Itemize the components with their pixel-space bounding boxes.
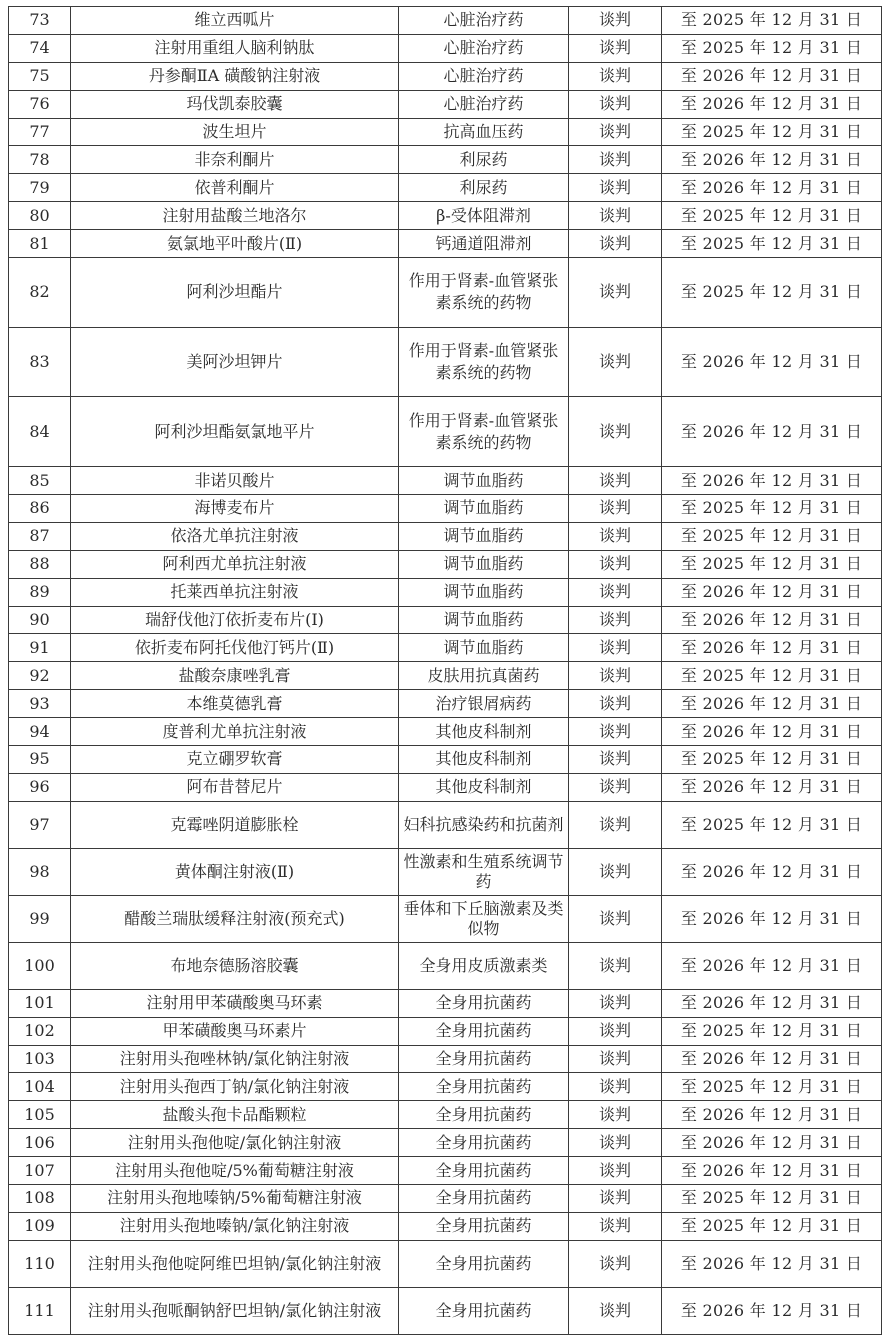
listing-type: 谈判 xyxy=(569,1129,662,1157)
table-row xyxy=(9,1240,882,1287)
table-row xyxy=(9,1101,882,1129)
table-row xyxy=(9,848,882,895)
listing-type: 谈判 xyxy=(569,1157,662,1185)
validity-period: 至 2026 年 12 月 31 日 xyxy=(662,606,882,634)
table-row xyxy=(9,494,882,522)
table-row xyxy=(9,146,882,174)
listing-type: 谈判 xyxy=(569,1287,662,1334)
validity-period: 至 2026 年 12 月 31 日 xyxy=(662,773,882,801)
row-number: 98 xyxy=(9,848,71,895)
row-number: 103 xyxy=(9,1045,71,1073)
row-number: 84 xyxy=(9,397,71,467)
drug-category: 利尿药 xyxy=(399,146,569,174)
drug-name: 海博麦布片 xyxy=(71,494,399,522)
drug-name: 托莱西单抗注射液 xyxy=(71,578,399,606)
row-number: 82 xyxy=(9,258,71,328)
listing-type: 谈判 xyxy=(569,258,662,328)
validity-period: 至 2025 年 12 月 31 日 xyxy=(662,1185,882,1213)
listing-type: 谈判 xyxy=(569,202,662,230)
table-row xyxy=(9,718,882,746)
drug-category: 全身用抗菌药 xyxy=(399,989,569,1017)
row-number: 81 xyxy=(9,230,71,258)
row-number: 85 xyxy=(9,467,71,495)
listing-type: 谈判 xyxy=(569,634,662,662)
drug-name: 黄体酮注射液(Ⅱ) xyxy=(71,848,399,895)
drug-name: 盐酸奈康唑乳膏 xyxy=(71,662,399,690)
row-number: 105 xyxy=(9,1101,71,1129)
drug-category: 调节血脂药 xyxy=(399,522,569,550)
drug-category: 全身用抗菌药 xyxy=(399,1017,569,1045)
table-row xyxy=(9,1212,882,1240)
listing-type: 谈判 xyxy=(569,606,662,634)
validity-period: 至 2026 年 12 月 31 日 xyxy=(662,1045,882,1073)
table-row xyxy=(9,118,882,146)
drug-category: 全身用抗菌药 xyxy=(399,1157,569,1185)
drug-category: 调节血脂药 xyxy=(399,494,569,522)
table-row xyxy=(9,989,882,1017)
drug-name: 注射用头孢哌酮钠舒巴坦钠/氯化钠注射液 xyxy=(71,1287,399,1334)
drug-category: 心脏治疗药 xyxy=(399,7,569,35)
table-row xyxy=(9,174,882,202)
listing-type: 谈判 xyxy=(569,578,662,606)
drug-category: 调节血脂药 xyxy=(399,578,569,606)
listing-type: 谈判 xyxy=(569,174,662,202)
validity-period: 至 2025 年 12 月 31 日 xyxy=(662,522,882,550)
validity-period: 至 2025 年 12 月 31 日 xyxy=(662,1017,882,1045)
table-row xyxy=(9,1045,882,1073)
drug-category: 全身用抗菌药 xyxy=(399,1185,569,1213)
validity-period: 至 2026 年 12 月 31 日 xyxy=(662,146,882,174)
listing-type: 谈判 xyxy=(569,1240,662,1287)
drug-name: 玛伐凯泰胶囊 xyxy=(71,90,399,118)
row-number: 87 xyxy=(9,522,71,550)
row-number: 74 xyxy=(9,34,71,62)
drug-name: 维立西呱片 xyxy=(71,7,399,35)
table-row xyxy=(9,1073,882,1101)
validity-period: 至 2025 年 12 月 31 日 xyxy=(662,1073,882,1101)
listing-type: 谈判 xyxy=(569,550,662,578)
table-row xyxy=(9,578,882,606)
table-row xyxy=(9,1185,882,1213)
drug-name: 阿利西尤单抗注射液 xyxy=(71,550,399,578)
drug-category: 皮肤用抗真菌药 xyxy=(399,662,569,690)
drug-name: 非奈利酮片 xyxy=(71,146,399,174)
drug-category: 全身用抗菌药 xyxy=(399,1045,569,1073)
validity-period: 至 2026 年 12 月 31 日 xyxy=(662,1240,882,1287)
row-number: 109 xyxy=(9,1212,71,1240)
validity-period: 至 2025 年 12 月 31 日 xyxy=(662,34,882,62)
listing-type: 谈判 xyxy=(569,718,662,746)
drug-name: 注射用头孢地嗪钠/氯化钠注射液 xyxy=(71,1212,399,1240)
table-row xyxy=(9,327,882,397)
row-number: 96 xyxy=(9,773,71,801)
row-number: 101 xyxy=(9,989,71,1017)
validity-period: 至 2026 年 12 月 31 日 xyxy=(662,1129,882,1157)
drug-name: 注射用头孢他啶/5%葡萄糖注射液 xyxy=(71,1157,399,1185)
drug-name: 注射用头孢他啶/氯化钠注射液 xyxy=(71,1129,399,1157)
validity-period: 至 2026 年 12 月 31 日 xyxy=(662,578,882,606)
validity-period: 至 2025 年 12 月 31 日 xyxy=(662,745,882,773)
listing-type: 谈判 xyxy=(569,397,662,467)
table-row xyxy=(9,773,882,801)
drug-name: 注射用甲苯磺酸奥马环素 xyxy=(71,989,399,1017)
row-number: 80 xyxy=(9,202,71,230)
row-number: 102 xyxy=(9,1017,71,1045)
table-row xyxy=(9,467,882,495)
drug-name: 瑞舒伐他汀依折麦布片(Ⅰ) xyxy=(71,606,399,634)
listing-type: 谈判 xyxy=(569,7,662,35)
validity-period: 至 2026 年 12 月 31 日 xyxy=(662,174,882,202)
listing-type: 谈判 xyxy=(569,230,662,258)
row-number: 73 xyxy=(9,7,71,35)
row-number: 108 xyxy=(9,1185,71,1213)
listing-type: 谈判 xyxy=(569,848,662,895)
table-row xyxy=(9,662,882,690)
validity-period: 至 2025 年 12 月 31 日 xyxy=(662,801,882,848)
validity-period: 至 2025 年 12 月 31 日 xyxy=(662,230,882,258)
validity-period: 至 2026 年 12 月 31 日 xyxy=(662,62,882,90)
row-number: 76 xyxy=(9,90,71,118)
listing-type: 谈判 xyxy=(569,942,662,989)
row-number: 83 xyxy=(9,327,71,397)
row-number: 75 xyxy=(9,62,71,90)
validity-period: 至 2026 年 12 月 31 日 xyxy=(662,1157,882,1185)
drug-name: 注射用头孢他啶阿维巴坦钠/氯化钠注射液 xyxy=(71,1240,399,1287)
drug-name: 氨氯地平叶酸片(Ⅱ) xyxy=(71,230,399,258)
listing-type: 谈判 xyxy=(569,1212,662,1240)
listing-type: 谈判 xyxy=(569,662,662,690)
drug-category: 全身用抗菌药 xyxy=(399,1212,569,1240)
listing-type: 谈判 xyxy=(569,146,662,174)
drug-name: 注射用头孢唑林钠/氯化钠注射液 xyxy=(71,1045,399,1073)
listing-type: 谈判 xyxy=(569,1073,662,1101)
table-row xyxy=(9,90,882,118)
validity-period: 至 2025 年 12 月 31 日 xyxy=(662,662,882,690)
drug-name: 本维莫德乳膏 xyxy=(71,690,399,718)
row-number: 94 xyxy=(9,718,71,746)
table-row xyxy=(9,606,882,634)
listing-type: 谈判 xyxy=(569,1045,662,1073)
row-number: 111 xyxy=(9,1287,71,1334)
listing-type: 谈判 xyxy=(569,1185,662,1213)
drug-category: 调节血脂药 xyxy=(399,634,569,662)
listing-type: 谈判 xyxy=(569,745,662,773)
validity-period: 至 2026 年 12 月 31 日 xyxy=(662,327,882,397)
drug-name: 布地奈德肠溶胶囊 xyxy=(71,942,399,989)
table-row xyxy=(9,550,882,578)
validity-period: 至 2025 年 12 月 31 日 xyxy=(662,494,882,522)
drug-category: 作用于肾素-血管紧张素系统的药物 xyxy=(399,397,569,467)
drug-category: 心脏治疗药 xyxy=(399,34,569,62)
validity-period: 至 2026 年 12 月 31 日 xyxy=(662,1287,882,1334)
table-body xyxy=(9,7,882,1335)
row-number: 91 xyxy=(9,634,71,662)
drug-name: 注射用头孢西丁钠/氯化钠注射液 xyxy=(71,1073,399,1101)
validity-period: 至 2026 年 12 月 31 日 xyxy=(662,90,882,118)
drug-name: 阿利沙坦酯片 xyxy=(71,258,399,328)
drug-category: 妇科抗感染药和抗菌剂 xyxy=(399,801,569,848)
table-row xyxy=(9,62,882,90)
table-row xyxy=(9,258,882,328)
row-number: 89 xyxy=(9,578,71,606)
listing-type: 谈判 xyxy=(569,118,662,146)
listing-type: 谈判 xyxy=(569,1017,662,1045)
validity-period: 至 2026 年 12 月 31 日 xyxy=(662,467,882,495)
table-row xyxy=(9,1129,882,1157)
drug-category: 垂体和下丘脑激素及类似物 xyxy=(399,895,569,942)
drug-name: 盐酸头孢卡品酯颗粒 xyxy=(71,1101,399,1129)
row-number: 106 xyxy=(9,1129,71,1157)
drug-category: 调节血脂药 xyxy=(399,467,569,495)
table-row xyxy=(9,397,882,467)
listing-type: 谈判 xyxy=(569,522,662,550)
drug-name: 克立硼罗软膏 xyxy=(71,745,399,773)
drug-name: 克霉唑阴道膨胀栓 xyxy=(71,801,399,848)
listing-type: 谈判 xyxy=(569,895,662,942)
validity-period: 至 2026 年 12 月 31 日 xyxy=(662,1101,882,1129)
drug-name: 依折麦布阿托伐他汀钙片(Ⅱ) xyxy=(71,634,399,662)
validity-period: 至 2025 年 12 月 31 日 xyxy=(662,202,882,230)
listing-type: 谈判 xyxy=(569,62,662,90)
listing-type: 谈判 xyxy=(569,494,662,522)
drug-category: 全身用抗菌药 xyxy=(399,1129,569,1157)
row-number: 110 xyxy=(9,1240,71,1287)
table-row xyxy=(9,230,882,258)
validity-period: 至 2026 年 12 月 31 日 xyxy=(662,895,882,942)
validity-period: 至 2025 年 12 月 31 日 xyxy=(662,550,882,578)
validity-period: 至 2025 年 12 月 31 日 xyxy=(662,7,882,35)
validity-period: 至 2026 年 12 月 31 日 xyxy=(662,718,882,746)
drug-name: 阿利沙坦酯氨氯地平片 xyxy=(71,397,399,467)
drug-name: 甲苯磺酸奥马环素片 xyxy=(71,1017,399,1045)
table-row xyxy=(9,634,882,662)
validity-period: 至 2026 年 12 月 31 日 xyxy=(662,690,882,718)
validity-period: 至 2025 年 12 月 31 日 xyxy=(662,1212,882,1240)
row-number: 88 xyxy=(9,550,71,578)
drug-category: 抗高血压药 xyxy=(399,118,569,146)
row-number: 100 xyxy=(9,942,71,989)
drug-list-table xyxy=(8,6,882,1335)
drug-name: 依洛尤单抗注射液 xyxy=(71,522,399,550)
drug-category: 全身用皮质激素类 xyxy=(399,942,569,989)
drug-name: 阿布昔替尼片 xyxy=(71,773,399,801)
table-row xyxy=(9,34,882,62)
row-number: 97 xyxy=(9,801,71,848)
row-number: 95 xyxy=(9,745,71,773)
drug-category: 利尿药 xyxy=(399,174,569,202)
drug-category: 其他皮科制剂 xyxy=(399,745,569,773)
drug-category: 心脏治疗药 xyxy=(399,62,569,90)
validity-period: 至 2026 年 12 月 31 日 xyxy=(662,634,882,662)
validity-period: 至 2025 年 12 月 31 日 xyxy=(662,118,882,146)
drug-category: 钙通道阻滞剂 xyxy=(399,230,569,258)
listing-type: 谈判 xyxy=(569,773,662,801)
drug-category: 性激素和生殖系统调节药 xyxy=(399,848,569,895)
table-row xyxy=(9,1157,882,1185)
row-number: 107 xyxy=(9,1157,71,1185)
listing-type: 谈判 xyxy=(569,690,662,718)
drug-name: 非诺贝酸片 xyxy=(71,467,399,495)
table-row xyxy=(9,801,882,848)
drug-category: 作用于肾素-血管紧张素系统的药物 xyxy=(399,258,569,328)
table-row xyxy=(9,942,882,989)
listing-type: 谈判 xyxy=(569,801,662,848)
drug-category: 治疗银屑病药 xyxy=(399,690,569,718)
listing-type: 谈判 xyxy=(569,467,662,495)
validity-period: 至 2026 年 12 月 31 日 xyxy=(662,397,882,467)
table-row xyxy=(9,522,882,550)
drug-name: 注射用盐酸兰地洛尔 xyxy=(71,202,399,230)
table-row xyxy=(9,895,882,942)
row-number: 99 xyxy=(9,895,71,942)
drug-category: 调节血脂药 xyxy=(399,606,569,634)
drug-name: 注射用重组人脑利钠肽 xyxy=(71,34,399,62)
table-row xyxy=(9,690,882,718)
drug-name: 度普利尤单抗注射液 xyxy=(71,718,399,746)
drug-category: 其他皮科制剂 xyxy=(399,718,569,746)
listing-type: 谈判 xyxy=(569,1101,662,1129)
listing-type: 谈判 xyxy=(569,327,662,397)
row-number: 92 xyxy=(9,662,71,690)
drug-category: 全身用抗菌药 xyxy=(399,1073,569,1101)
row-number: 77 xyxy=(9,118,71,146)
table-row xyxy=(9,1017,882,1045)
validity-period: 至 2026 年 12 月 31 日 xyxy=(662,848,882,895)
listing-type: 谈判 xyxy=(569,989,662,1017)
drug-name: 美阿沙坦钾片 xyxy=(71,327,399,397)
validity-period: 至 2025 年 12 月 31 日 xyxy=(662,258,882,328)
table-row xyxy=(9,745,882,773)
drug-name: 醋酸兰瑞肽缓释注射液(预充式) xyxy=(71,895,399,942)
table-row xyxy=(9,1287,882,1334)
drug-category: 作用于肾素-血管紧张素系统的药物 xyxy=(399,327,569,397)
drug-name: 波生坦片 xyxy=(71,118,399,146)
drug-category: 全身用抗菌药 xyxy=(399,1240,569,1287)
drug-name: 注射用头孢地嗪钠/5%葡萄糖注射液 xyxy=(71,1185,399,1213)
drug-name: 依普利酮片 xyxy=(71,174,399,202)
drug-name: 丹参酮ⅡA 磺酸钠注射液 xyxy=(71,62,399,90)
drug-category: 全身用抗菌药 xyxy=(399,1101,569,1129)
row-number: 79 xyxy=(9,174,71,202)
listing-type: 谈判 xyxy=(569,90,662,118)
row-number: 90 xyxy=(9,606,71,634)
table-row xyxy=(9,7,882,35)
row-number: 86 xyxy=(9,494,71,522)
drug-category: 其他皮科制剂 xyxy=(399,773,569,801)
drug-category: 全身用抗菌药 xyxy=(399,1287,569,1334)
row-number: 93 xyxy=(9,690,71,718)
row-number: 78 xyxy=(9,146,71,174)
drug-category: 调节血脂药 xyxy=(399,550,569,578)
drug-category: β-受体阻滞剂 xyxy=(399,202,569,230)
validity-period: 至 2026 年 12 月 31 日 xyxy=(662,942,882,989)
row-number: 104 xyxy=(9,1073,71,1101)
validity-period: 至 2026 年 12 月 31 日 xyxy=(662,989,882,1017)
listing-type: 谈判 xyxy=(569,34,662,62)
drug-category: 心脏治疗药 xyxy=(399,90,569,118)
table-row xyxy=(9,202,882,230)
